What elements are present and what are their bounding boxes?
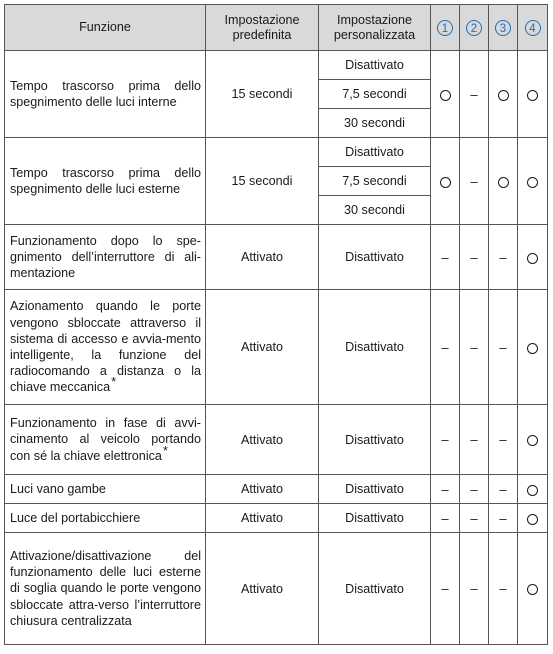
circle-mark-icon — [527, 343, 538, 354]
customization-table — [4, 4, 548, 645]
option-cell: Disattivato — [319, 51, 431, 80]
mark-cell: – — [431, 504, 460, 533]
predefinita-cell: Attivato — [206, 225, 319, 290]
mark-cell: – — [431, 225, 460, 290]
personalizzata-cell: Disattivato — [319, 504, 431, 533]
mark-cell: – — [460, 504, 489, 533]
circle-mark-icon — [527, 435, 538, 446]
mark-cell — [518, 405, 548, 475]
header-col-4 — [518, 5, 548, 51]
table-row — [5, 504, 548, 533]
mark-cell — [518, 225, 548, 290]
personalizzata-cell: Disattivato — [319, 290, 431, 405]
mark-cell — [518, 504, 548, 533]
header-col-1 — [431, 5, 460, 51]
funzione-cell: Attivazione/disattivazione del funzionamento delle luci esterne di soglia quando le porte vengono sbloccate attra-verso l’interruttore chiusura centralizzata — [5, 533, 206, 645]
table-row — [5, 405, 548, 475]
personalizzata-cell: Disattivato — [319, 475, 431, 504]
option-cell: 30 secondi — [319, 109, 431, 138]
mark-cell — [489, 51, 518, 138]
personalizzata-cell: Disattivato — [319, 533, 431, 645]
header-col-2 — [460, 5, 489, 51]
header-personalizzata-line1: Impostazione — [337, 12, 412, 27]
circle-mark-icon — [527, 90, 538, 101]
predefinita-cell: Attivato — [206, 405, 319, 475]
circle-mark-icon — [527, 177, 538, 188]
table-row — [5, 138, 548, 167]
mark-cell: – — [460, 475, 489, 504]
circle-mark-icon — [527, 514, 538, 525]
mark-cell — [518, 475, 548, 504]
funzione-text: Funzionamento in fase di avvi-cinamento al veicolo portando con sé la chiave elettronica — [10, 416, 201, 463]
circle-mark-icon — [527, 485, 538, 496]
circled-number-4: 4 — [525, 20, 541, 36]
mark-cell: – — [431, 475, 460, 504]
circle-mark-icon — [498, 177, 509, 188]
mark-cell: – — [489, 475, 518, 504]
mark-cell — [431, 138, 460, 225]
personalizzata-cell: Disattivato — [319, 405, 431, 475]
mark-cell: – — [489, 225, 518, 290]
funzione-cell — [5, 290, 206, 405]
mark-cell: – — [460, 290, 489, 405]
mark-cell — [518, 290, 548, 405]
option-cell: 30 secondi — [319, 196, 431, 225]
funzione-cell: Luce del portabicchiere — [5, 504, 206, 533]
mark-cell: – — [431, 405, 460, 475]
header-predefinita — [206, 5, 319, 51]
mark-cell — [431, 51, 460, 138]
mark-cell: – — [460, 51, 489, 138]
header-predefinita-line2: predefinita — [232, 27, 292, 42]
mark-cell: – — [489, 504, 518, 533]
header-funzione-label: Funzione — [79, 20, 131, 34]
header-col-3 — [489, 5, 518, 51]
funzione-cell — [5, 405, 206, 475]
header-predefinita-line1: Impostazione — [224, 12, 300, 27]
circled-number-2: 2 — [466, 20, 482, 36]
table-row — [5, 51, 548, 80]
funzione-cell: Tempo trascorso prima dello spegnimento delle luci interne — [5, 51, 206, 138]
predefinita-cell: Attivato — [206, 504, 319, 533]
predefinita-cell: Attivato — [206, 475, 319, 504]
mark-cell: – — [489, 405, 518, 475]
option-cell: 7,5 secondi — [319, 167, 431, 196]
mark-cell: – — [460, 533, 489, 645]
header-personalizzata-line2: personalizzata — [333, 27, 416, 42]
predefinita-cell: Attivato — [206, 533, 319, 645]
mark-cell — [518, 138, 548, 225]
mark-cell: – — [489, 290, 518, 405]
predefinita-cell: 15 secondi — [206, 138, 319, 225]
mark-cell — [489, 138, 518, 225]
mark-cell: – — [489, 533, 518, 645]
header-row — [5, 5, 548, 51]
predefinita-cell: 15 secondi — [206, 51, 319, 138]
funzione-cell: Luci vano gambe — [5, 475, 206, 504]
circle-mark-icon — [527, 584, 538, 595]
mark-cell: – — [460, 138, 489, 225]
mark-cell: – — [460, 405, 489, 475]
predefinita-cell: Attivato — [206, 290, 319, 405]
table-row — [5, 290, 548, 405]
funzione-cell: Tempo trascorso prima dello spegnimento delle luci esterne — [5, 138, 206, 225]
circle-mark-icon — [498, 90, 509, 101]
circle-mark-icon — [527, 253, 538, 264]
header-personalizzata — [319, 5, 431, 51]
footnote-asterisk: * — [111, 374, 117, 390]
mark-cell — [518, 51, 548, 138]
table-row — [5, 475, 548, 504]
funzione-cell: Funzionamento dopo lo spe-gnimento dell’interruttore di ali-mentazione — [5, 225, 206, 290]
option-cell: Disattivato — [319, 138, 431, 167]
mark-cell: – — [431, 290, 460, 405]
footnote-asterisk: * — [162, 442, 168, 458]
personalizzata-cell: Disattivato — [319, 225, 431, 290]
circled-number-3: 3 — [495, 20, 511, 36]
circle-mark-icon — [440, 90, 451, 101]
mark-cell: – — [460, 225, 489, 290]
option-cell: 7,5 secondi — [319, 80, 431, 109]
table-row — [5, 533, 548, 645]
table-row — [5, 225, 548, 290]
circled-number-1: 1 — [437, 20, 453, 36]
mark-cell — [518, 533, 548, 645]
header-funzione — [5, 5, 206, 51]
mark-cell: – — [431, 533, 460, 645]
circle-mark-icon — [440, 177, 451, 188]
funzione-text: Azionamento quando le porte vengono sbloccate attraverso il sistema di accesso e avvia-mento intelligente, la funzione del radiocomando a distanza o la chiave meccanica — [10, 299, 201, 395]
